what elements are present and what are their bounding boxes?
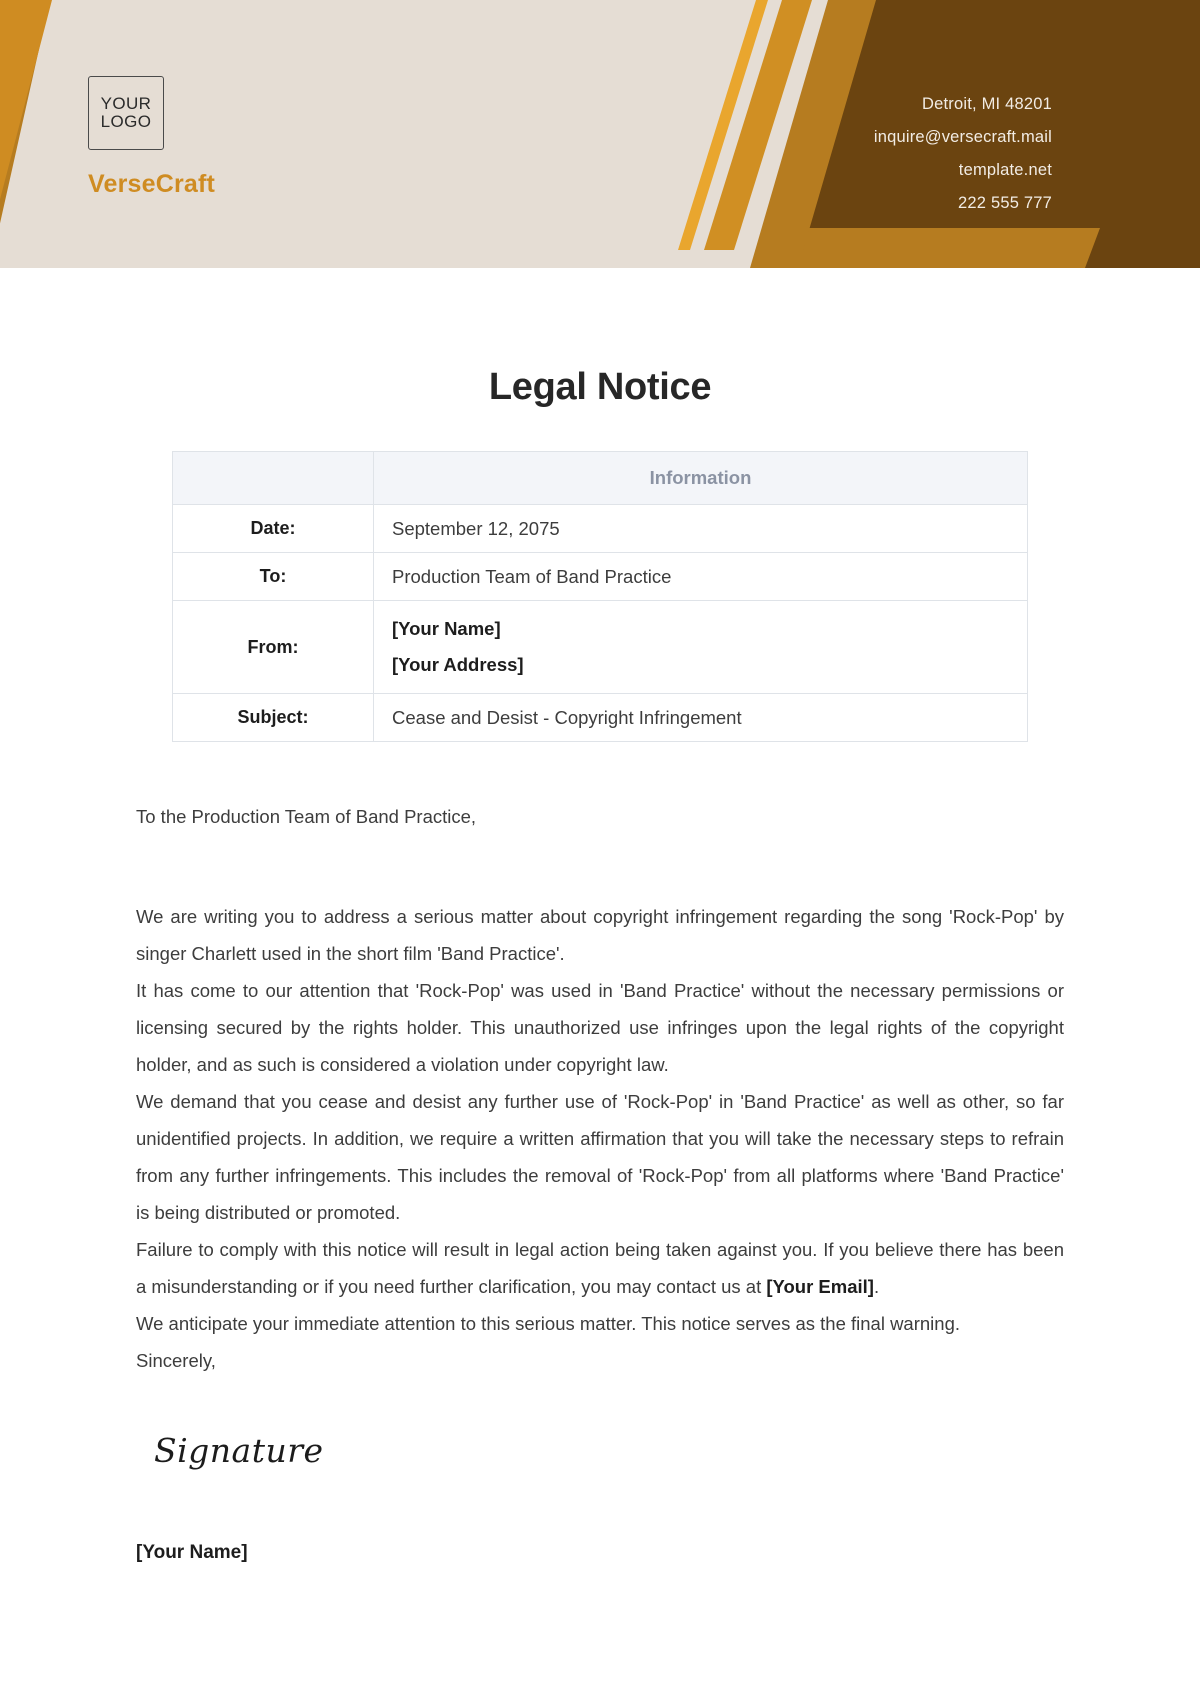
signature-mark: Signature [154,1430,324,1470]
from-your-name: [Your Name] [392,618,501,639]
paragraph-intro: We are writing you to address a serious matter about copyright infringement regarding the song 'Rock-Pop' by singer Charlett used in the short film 'Band Practice'. [136,905,1064,964]
sincerely-line: Sincerely, [136,1349,216,1371]
paragraph-attention: It has come to our attention that 'Rock-Pop' was used in 'Band Practice' without the necessary permissions or licensing secured by the rights holder. This unauthorized use infringes upon the legal rights of the copyright holder, and as such is considered a violation under copyright law. [136,979,1064,1075]
paragraph-failure [136,1231,1064,1305]
table-row [173,553,1028,601]
your-email-placeholder: [Your Email] [766,1275,874,1297]
from-your-address: [Your Address] [392,654,524,676]
table-header-information: Information [374,452,1028,505]
logo-line-1: YOUR [100,93,152,113]
row-label-from: From: [173,601,374,694]
logo-placeholder [88,76,164,150]
contact-website: template.net [958,161,1052,179]
logo-line-2: LOGO [100,112,152,131]
row-value-to: Production Team of Band Practice [374,553,1028,601]
contact-address: Detroit, MI 48201 [922,95,1052,113]
table-row [173,505,1028,553]
row-label-subject: Subject: [173,694,374,742]
salutation: To the Production Team of Band Practice, [136,806,477,828]
information-table [172,451,1028,742]
row-value-subject: Cease and Desist - Copyright Infringement [374,694,1028,742]
page-header [0,0,1200,268]
signer-name: [Your Name] [136,1541,248,1563]
letter-content [136,742,1064,1564]
table-header-row [173,452,1028,505]
failure-text-post: . [873,1275,880,1297]
logo-block [88,76,318,199]
table-row [173,601,1028,694]
row-value-date: September 12, 2075 [374,505,1028,553]
row-label-to: To: [173,553,374,601]
contact-email: inquire@versecraft.mail [873,128,1052,146]
failure-text-pre: Failure to comply with this notice will result in legal action being taken against you. If you believe there has been a misunderstanding or if you need further clarification, you may contact us at [136,1238,1064,1297]
paragraph-demand: We demand that you cease and desist any further use of 'Rock-Pop' in 'Band Practice' as well as other, so far unidentified projects. In addition, we require a written affirmation that you will take the necessary steps to refrain from any further infringements. This includes the removal of 'Rock-Pop' from all platforms where 'Band Practice' is being distributed or promoted. [136,1090,1064,1223]
document-body [0,268,1200,1564]
brand-name: VerseCraft [88,170,216,198]
row-label-date: Date: [173,505,374,553]
row-value-from [374,601,1028,694]
table-row [173,694,1028,742]
contact-info [874,88,1052,220]
paragraph-closing: We anticipate your immediate attention to this serious matter. This notice serves as the final warning. [136,1312,960,1334]
page-title: Legal Notice [488,366,712,408]
contact-phone: 222 555 777 [958,194,1052,212]
table-header-blank [173,452,374,505]
